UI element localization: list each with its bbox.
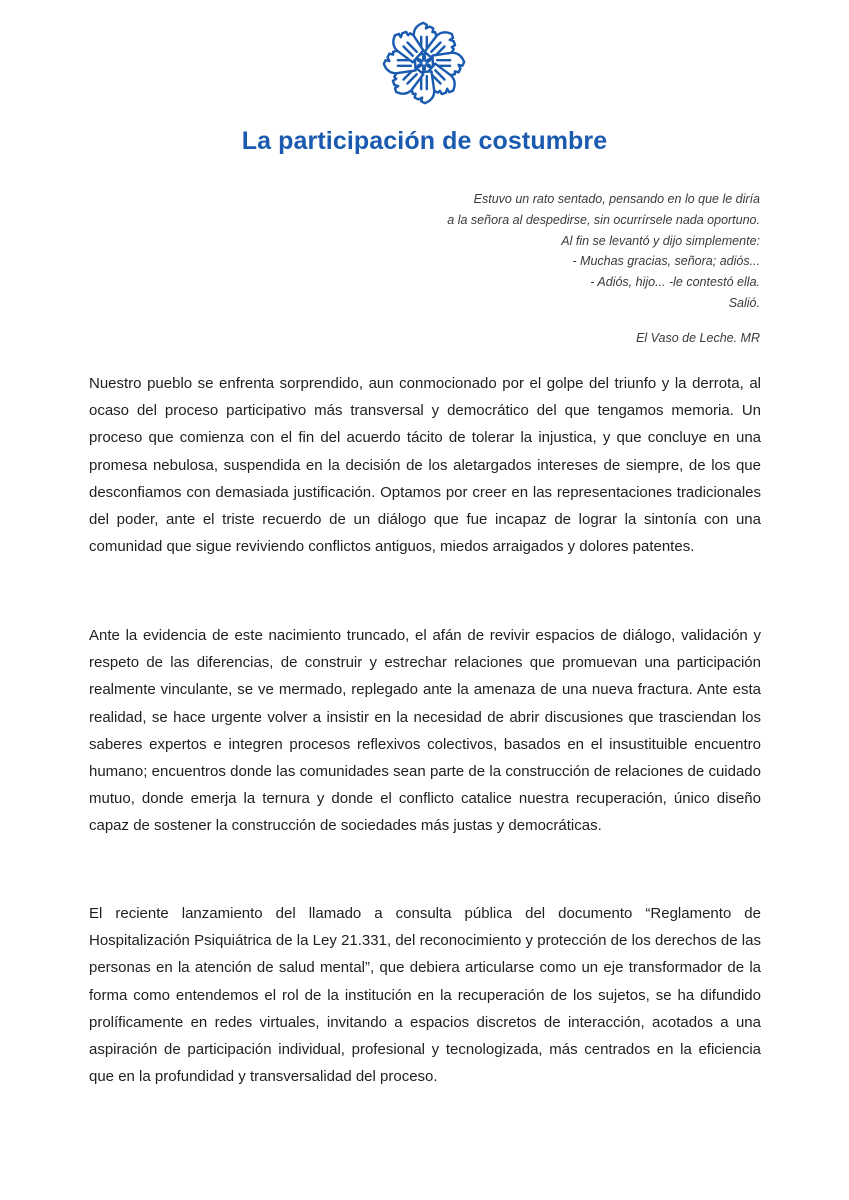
epigraph-line: - Adiós, hijo... -le contestó ella.: [590, 275, 760, 290]
epigraph-source: El Vaso de Leche. MR: [636, 331, 760, 345]
epigraph-line: a la señora al despedirse, sin ocurrírsele nada oportuno.: [447, 212, 760, 227]
epigraph-line: Estuvo un rato sentado, pensando en lo que le diría: [473, 192, 760, 206]
epigraph: [447, 189, 760, 314]
body-paragraph: Ante la evidencia de este nacimiento truncado, el afán de revivir espacios de diálogo, validación y respeto de las diferencias, de construir y estrechar relaciones que promuevan una participación realmente vinculante, se ve mermado, replegado ante la amenaza de una nueva fractura. Ante esta realidad, se hace urgente volver a insistir en la necesidad de abrir discusiones que trasciendan los saberes expertos e integren procesos reflexivos colectivos, basados en el insustituible encuentro humano; encuentros donde las comunidades sean parte de la construcción de relaciones de cuidado mutuo, donde emerja la ternura y donde el conflicto catalice nuestra recuperación, único diseño capaz de sostener la construcción de sociedades más justas y democráticas.: [89, 627, 761, 835]
hands-flower-logo: [377, 20, 471, 106]
body-paragraph: Nuestro pueblo se enfrenta sorprendido, aun conmocionado por el golpe del triunfo y la derrota, al ocaso del proceso participativo más transversal y democrático del que tengamos memoria. Un proceso que comienza con el fin del acuerdo tácito de tolerar la injustica, y que concluye en una promesa nebulosa, suspendida en la decisión de los aletargados intereses de siempre, de los que desconfiamos con demasiada justificación. Optamos por creer en las representaciones tradicionales del poder, ante el triste recuerdo de un diálogo que fue incapaz de lograr la sintonía con una comunidad que sigue reviviendo conflictos antiguos, miedos arraigados y dolores patentes.: [89, 375, 761, 556]
body-paragraph: El reciente lanzamiento del llamado a consulta pública del documento “Reglamento de Hospitalización Psiquiátrica de la Ley 21.331, del reconocimiento y protección de los derechos de las personas en la atención de salud mental”, que debiera articularse como un eje transformador de la forma como entendemos el rol de la institución en la recuperación de los sujetos, se ha difundido prolíficamente en redes virtuales, invitando a espacios discretos de interacción, acotados a una aspiración de participación individual, profesional y tecnologizada, más centrados en la eficiencia que en la profundidad y transversalidad del proceso.: [89, 905, 761, 1086]
epigraph-line: - Muchas gracias, señora; adiós...: [572, 254, 760, 269]
page-title: La participación de costumbre: [241, 127, 608, 155]
epigraph-line: Salió.: [728, 295, 760, 310]
epigraph-line: Al fin se levantó y dijo simplemente:: [561, 233, 760, 248]
